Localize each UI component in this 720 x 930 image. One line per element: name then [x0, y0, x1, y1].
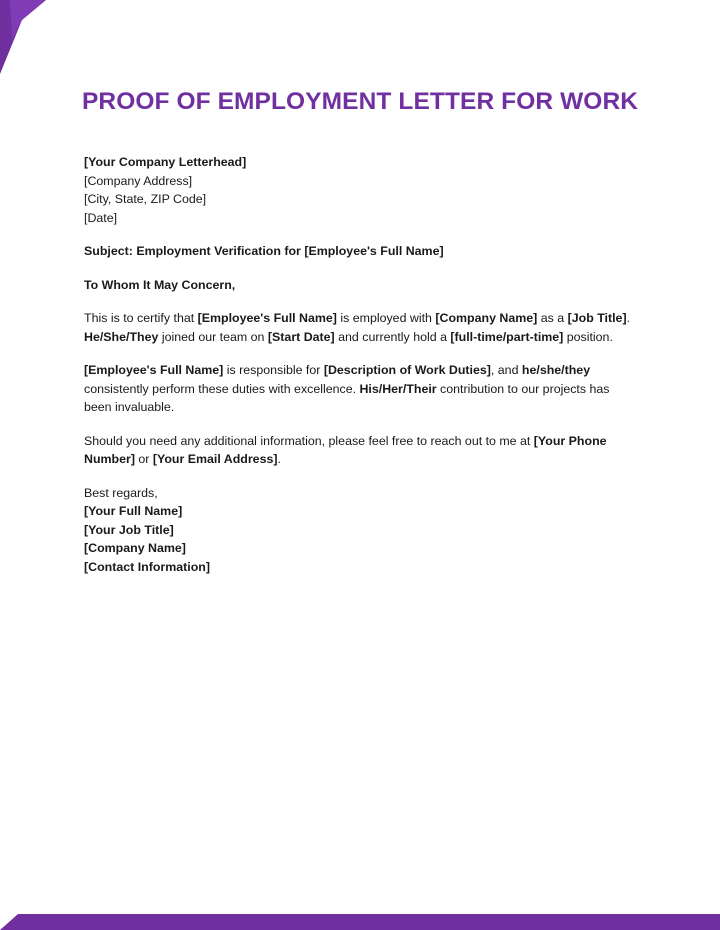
signer-contact: [Contact Information] — [84, 559, 210, 574]
paragraph-certification: This is to certify that [Employee's Full Name] is employed with [Company Name] as a [Job Title]. He/She/They joined our team on [Start Date] and currently hold a [full-time/part-time] position. — [84, 311, 631, 344]
salutation: To Whom It May Concern, — [84, 277, 236, 292]
letter-date: [Date] — [84, 210, 118, 225]
city-state-zip: [City, State, ZIP Code] — [84, 192, 207, 206]
sender-header — [84, 153, 640, 227]
letter-body — [84, 153, 640, 576]
signature-block — [84, 484, 640, 577]
subject-line: Subject: Employment Verification for [Employee's Full Name] — [84, 244, 444, 258]
document-title: PROOF OF EMPLOYMENT LETTER FOR WORK — [81, 88, 639, 115]
bottom-accent-bar — [0, 914, 720, 930]
signer-name: [Your Full Name] — [84, 504, 183, 518]
signer-job-title: [Your Job Title] — [84, 522, 174, 537]
paragraph-contact: Should you need any additional information, please feel free to reach out to me at [Your Phone Number] or [Your Email Address]. — [84, 433, 607, 466]
signer-company: [Company Name] — [84, 541, 186, 555]
corner-accent-shape — [0, 0, 48, 74]
closing-regards: Best regards, — [84, 485, 158, 500]
letterhead: [Your Company Letterhead] — [84, 155, 247, 169]
company-address: [Company Address] — [84, 173, 193, 188]
paragraph-responsibilities: [Employee's Full Name] is responsible for [Description of Work Duties], and he/she/they consistently perform these duties with excellence. His/Her/Their contribution to our projects has been invaluable. — [84, 363, 610, 414]
